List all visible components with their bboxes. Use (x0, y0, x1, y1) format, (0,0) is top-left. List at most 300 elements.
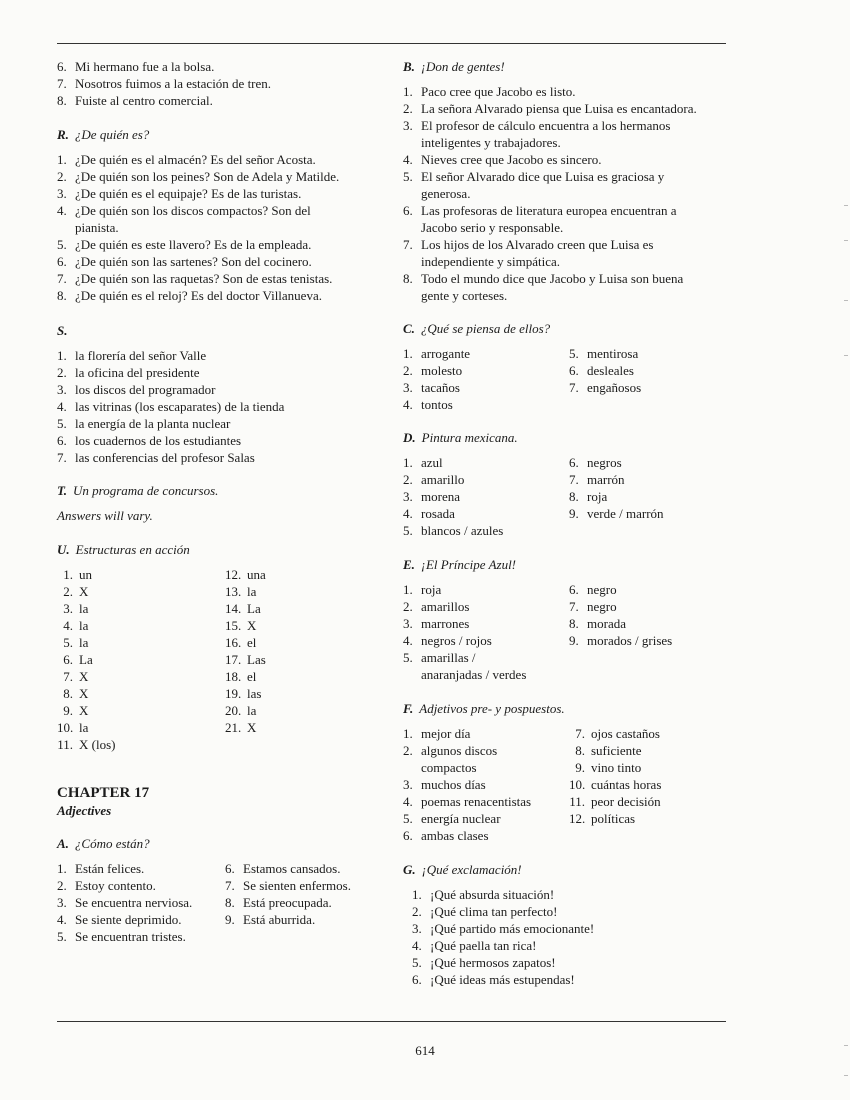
item-number: 7. (569, 599, 579, 614)
top-rule (57, 43, 726, 44)
item-number: 4. (63, 618, 73, 633)
list-top (57, 58, 271, 109)
item-number: 1. (57, 152, 67, 167)
item-number: 3. (403, 777, 413, 792)
section-S (57, 322, 284, 466)
item-text: morados / grises (587, 633, 673, 648)
item-text: negro (587, 599, 617, 614)
answers-note: Answers will vary. (57, 508, 153, 523)
list-item (569, 632, 727, 649)
item-text: ¡Qué hermosos zapatos! (430, 955, 556, 970)
item-text: poemas renacentistas (421, 794, 532, 809)
section-A (57, 835, 387, 944)
list-item (225, 566, 385, 583)
item-text: mejor día (421, 726, 471, 741)
scan-edge-mark (844, 1075, 848, 1076)
item-number: 2. (63, 584, 73, 599)
list-item (57, 398, 284, 415)
section-letter: G. (403, 862, 416, 877)
section-letter: U. (57, 542, 70, 557)
item-number: 7. (569, 472, 579, 487)
item-text: X (247, 720, 257, 735)
item-text: marrones (421, 616, 470, 631)
item-text: rosada (421, 506, 455, 521)
item-number: 3. (57, 895, 67, 910)
section-heading (403, 320, 728, 337)
list-item (569, 615, 727, 632)
item-number: 2. (403, 743, 413, 758)
answer-list (569, 345, 727, 396)
answer-list (569, 581, 727, 649)
item-text: ¿De quién es el reloj? Es del doctor Villanueva. (75, 288, 322, 303)
item-text: tontos (421, 397, 453, 412)
item-text: ¡Qué paella tan rica! (430, 938, 537, 953)
item-text: ¡Qué partido más emocionante! (430, 921, 595, 936)
item-text: muchos días (421, 777, 486, 792)
list-item (225, 651, 385, 668)
list-item (403, 236, 728, 253)
list-item (57, 719, 217, 736)
list-item (57, 668, 217, 685)
item-text: mentirosa (587, 346, 639, 361)
list-item (412, 971, 728, 988)
item-text: los discos del programador (75, 382, 216, 397)
item-number: 17. (225, 652, 242, 667)
item-text: X (247, 618, 257, 633)
answer-list (403, 345, 571, 413)
list-item (57, 58, 271, 75)
item-text: amarillas / (421, 650, 476, 665)
section-heading (57, 541, 387, 558)
list-item (57, 236, 339, 253)
item-number: 2. (57, 365, 67, 380)
list-item (57, 347, 284, 364)
item-text: morena (421, 489, 460, 504)
list-item (412, 886, 728, 903)
item-text: políticas (591, 811, 636, 826)
item-text: la oficina del presidente (75, 365, 200, 380)
section-U (57, 541, 387, 752)
item-number: 5. (569, 346, 579, 361)
item-continuation: compactos (421, 760, 477, 775)
item-text: azul (421, 455, 443, 470)
list-item (412, 920, 728, 937)
item-text: ambas clases (421, 828, 489, 843)
item-number: 1. (403, 582, 413, 597)
section-letter: B. (403, 59, 415, 74)
list-item (225, 911, 387, 928)
scan-edge-mark (844, 240, 848, 241)
item-text: la (79, 720, 89, 735)
section-heading (403, 700, 728, 717)
section-title: Adjetivos pre- y pospuestos. (419, 701, 565, 716)
list-item (225, 685, 385, 702)
list-item (57, 928, 225, 945)
item-text: un (79, 567, 92, 582)
list-item (57, 894, 225, 911)
item-number: 4. (403, 794, 413, 809)
item-text: una (247, 567, 266, 582)
list-item (57, 202, 339, 219)
list-item (403, 100, 728, 117)
item-text: ojos castaños (591, 726, 660, 741)
item-number: 20. (225, 703, 242, 718)
item-text: energía nuclear (421, 811, 501, 826)
item-text: ¿De quién son los peines? Son de Adela y Matilde. (75, 169, 340, 184)
item-number: 3. (57, 382, 67, 397)
list-item (403, 270, 728, 287)
list-item (403, 83, 728, 100)
list-item (403, 117, 728, 134)
answer-list (225, 566, 385, 736)
item-text: negros / rojos (421, 633, 492, 648)
item-text: las (247, 686, 262, 701)
list-item (57, 185, 339, 202)
item-text: X (79, 584, 89, 599)
item-text: roja (421, 582, 442, 597)
section-title: Estructuras en acción (75, 542, 190, 557)
item-text: engañosos (587, 380, 642, 395)
section-heading (57, 835, 387, 852)
list-item (57, 702, 217, 719)
item-number: 6. (412, 972, 422, 987)
item-number: 1. (403, 84, 413, 99)
item-number: 2. (403, 599, 413, 614)
item-number: 5. (63, 635, 73, 650)
list-item (412, 937, 728, 954)
item-number: 1. (403, 346, 413, 361)
item-number: 6. (225, 861, 235, 876)
list-item (57, 617, 217, 634)
list-item (569, 793, 727, 810)
item-text: las conferencias del profesor Salas (75, 450, 255, 465)
item-number: 5. (403, 811, 413, 826)
item-number: 16. (225, 635, 242, 650)
item-text: molesto (421, 363, 463, 378)
item-number: 9. (225, 912, 235, 927)
item-text: ¡Qué ideas más estupendas! (430, 972, 575, 987)
item-number: 6. (57, 59, 67, 74)
item-number: 4. (412, 938, 422, 953)
item-number: 6. (569, 582, 579, 597)
list-item (569, 379, 727, 396)
item-text: ¿De quién son las raquetas? Son de estas tenistas. (75, 271, 333, 286)
list-item (403, 151, 728, 168)
list-item (57, 287, 339, 304)
list-item (57, 432, 284, 449)
item-number: 2. (403, 363, 413, 378)
item-text: X (los) (79, 737, 116, 752)
bottom-rule (57, 1021, 726, 1022)
item-number: 6. (63, 652, 73, 667)
item-number: 7. (575, 726, 585, 741)
item-number: 2. (412, 904, 422, 919)
list-item (57, 151, 339, 168)
item-text: Está aburrida. (243, 912, 316, 927)
item-text: X (79, 703, 89, 718)
list-item (569, 362, 727, 379)
list-item (403, 505, 571, 522)
scan-edge-mark (844, 300, 848, 301)
scan-edge-mark (844, 205, 848, 206)
item-text: Mi hermano fue a la bolsa. (75, 59, 215, 74)
list-item (569, 598, 727, 615)
list-item (57, 860, 225, 877)
item-number: 1. (403, 726, 413, 741)
answer-list (403, 725, 571, 844)
item-number: 7. (57, 271, 67, 286)
section-letter: R. (57, 127, 69, 142)
item-number: 4. (57, 203, 67, 218)
item-number: 3. (63, 601, 73, 616)
item-number: 2. (57, 169, 67, 184)
item-number: 12. (569, 811, 586, 826)
item-number: 15. (225, 618, 242, 633)
item-number: 9. (569, 506, 579, 521)
list-item (225, 600, 385, 617)
item-number: 9. (575, 760, 585, 775)
item-text: algunos discos (421, 743, 498, 758)
item-number: 10. (57, 720, 74, 735)
list-item (403, 454, 571, 471)
list-item (403, 810, 571, 827)
list-item (57, 75, 271, 92)
item-number: 5. (403, 523, 413, 538)
item-text: cuántas horas (591, 777, 662, 792)
item-text: el (247, 635, 257, 650)
item-text: Estamos cansados. (243, 861, 341, 876)
item-number: 19. (225, 686, 242, 701)
item-number: 1. (63, 567, 73, 582)
item-number: 12. (225, 567, 242, 582)
item-number: 3. (403, 616, 413, 631)
section-heading (403, 429, 728, 446)
item-number: 8. (225, 895, 235, 910)
page-number: 614 (415, 1043, 435, 1058)
item-text: Se encuentra nerviosa. (75, 895, 193, 910)
item-number: 6. (403, 203, 413, 218)
list-item (403, 345, 571, 362)
item-number: 2. (403, 101, 413, 116)
item-text: la (79, 635, 89, 650)
list-item (412, 903, 728, 920)
item-text: Se siente deprimido. (75, 912, 182, 927)
item-text: La señora Alvarado piensa que Luisa es encantadora. (421, 101, 697, 116)
answer-list (57, 151, 339, 304)
list-item (569, 810, 727, 827)
item-text: Nosotros fuimos a la estación de tren. (75, 76, 272, 91)
item-text: ¿De quién es el equipaje? Es de las turistas. (75, 186, 302, 201)
list-item (225, 634, 385, 651)
section-title: ¡El Príncipe Azul! (420, 557, 517, 572)
item-number: 7. (569, 380, 579, 395)
section-G (403, 861, 728, 988)
list-item (403, 615, 571, 632)
answer-list (403, 454, 571, 539)
item-text: arrogante (421, 346, 471, 361)
section-title: ¿Qué se piensa de ellos? (420, 321, 551, 336)
section-B (403, 58, 728, 304)
item-number: 7. (57, 76, 67, 91)
section-letter: T. (57, 483, 67, 498)
item-text: Se sienten enfermos. (243, 878, 351, 893)
item-text: suficiente (591, 743, 642, 758)
list-item (57, 168, 339, 185)
list-item (412, 954, 728, 971)
list-item (403, 396, 571, 413)
section-letter: A. (57, 836, 69, 851)
section-letter: F. (403, 701, 414, 716)
item-text: la (247, 703, 257, 718)
section-heading (57, 322, 284, 339)
item-continuation: pianista. (75, 220, 119, 235)
list-item (403, 202, 728, 219)
item-number: 8. (63, 686, 73, 701)
chapter-subtitle: Adjectives (57, 803, 112, 818)
item-number: 11. (569, 794, 585, 809)
list-item (569, 776, 727, 793)
item-text: Está preocupada. (243, 895, 332, 910)
list-item (403, 827, 571, 844)
item-number: 6. (57, 433, 67, 448)
item-text: Las (247, 652, 266, 667)
item-continuation: Jacobo serio y responsable. (421, 220, 564, 235)
answer-list (403, 886, 728, 988)
item-text: Se encuentran tristes. (75, 929, 186, 944)
section-C (403, 320, 728, 412)
item-text: Estoy contento. (75, 878, 156, 893)
list-item (57, 381, 284, 398)
scan-edge-mark (844, 355, 848, 356)
item-number: 5. (57, 929, 67, 944)
item-number: 8. (569, 616, 579, 631)
item-number: 2. (57, 878, 67, 893)
item-number: 4. (57, 399, 67, 414)
item-text: la energía de la planta nuclear (75, 416, 231, 431)
item-text: ¿De quién son las sartenes? Son del cocinero. (75, 254, 312, 269)
item-number: 5. (403, 169, 413, 184)
item-number: 6. (57, 254, 67, 269)
item-text: la (79, 618, 89, 633)
item-text: el (247, 669, 257, 684)
list-item (57, 449, 284, 466)
item-number: 4. (403, 152, 413, 167)
item-text: Todo el mundo dice que Jacobo y Luisa son buena (421, 271, 684, 286)
item-continuation: anaranjadas / verdes (421, 667, 527, 682)
list-item (569, 345, 727, 362)
list-item (403, 776, 571, 793)
list-item (225, 702, 385, 719)
item-text: la (247, 584, 257, 599)
item-continuation: gente y corteses. (421, 288, 508, 303)
answer-list (569, 454, 727, 522)
item-number: 7. (63, 669, 73, 684)
list-item (57, 634, 217, 651)
list-item (225, 719, 385, 736)
list-item (403, 168, 728, 185)
list-item (569, 505, 727, 522)
item-number: 18. (225, 669, 242, 684)
item-text: Fuiste al centro comercial. (75, 93, 213, 108)
chapter-title: CHAPTER 17 (57, 785, 150, 801)
item-number: 9. (569, 633, 579, 648)
item-text: amarillos (421, 599, 470, 614)
item-number: 4. (403, 397, 413, 412)
item-number: 5. (412, 955, 422, 970)
list-item (57, 911, 225, 928)
item-text: vino tinto (591, 760, 642, 775)
item-number: 1. (403, 455, 413, 470)
item-number: 3. (403, 118, 413, 133)
item-text: amarillo (421, 472, 465, 487)
list-item (57, 736, 217, 753)
list-item (403, 598, 571, 615)
answer-list (57, 566, 217, 753)
item-text: la florería del señor Valle (75, 348, 207, 363)
item-text: negros (587, 455, 622, 470)
item-number: 8. (57, 288, 67, 303)
list-item (569, 454, 727, 471)
section-title: ¿Cómo están? (74, 836, 150, 851)
item-number: 11. (57, 737, 73, 752)
list-item (57, 566, 217, 583)
answer-list (57, 860, 225, 945)
list-item (569, 488, 727, 505)
item-text: ¡Qué absurda situación! (430, 887, 555, 902)
list-item (57, 651, 217, 668)
item-number: 7. (57, 450, 67, 465)
item-number: 1. (412, 887, 422, 902)
item-text: los cuadernos de los estudiantes (75, 433, 242, 448)
section-letter: S. (57, 323, 68, 338)
item-number: 1. (57, 861, 67, 876)
item-number: 3. (412, 921, 422, 936)
section-letter: C. (403, 321, 415, 336)
list-item (403, 742, 571, 759)
answer-list (403, 581, 571, 683)
item-text: ¡Qué clima tan perfecto! (430, 904, 558, 919)
item-number: 6. (569, 363, 579, 378)
item-text: verde / marrón (587, 506, 664, 521)
item-text: marrón (587, 472, 625, 487)
item-text: Paco cree que Jacobo es listo. (421, 84, 576, 99)
item-number: 2. (403, 472, 413, 487)
item-number: 4. (57, 912, 67, 927)
item-text: ¿De quién son los discos compactos? Son del (75, 203, 311, 218)
list-item (403, 632, 571, 649)
chapter-heading (57, 785, 149, 819)
list-item (403, 471, 571, 488)
item-number: 8. (403, 271, 413, 286)
item-text: tacaños (421, 380, 460, 395)
list-item (403, 793, 571, 810)
list-item (403, 488, 571, 505)
item-text: X (79, 669, 89, 684)
section-heading (57, 482, 387, 499)
item-number: 4. (403, 633, 413, 648)
item-number: 5. (57, 416, 67, 431)
item-number: 13. (225, 584, 242, 599)
item-text: negro (587, 582, 617, 597)
list-item (57, 583, 217, 600)
list-item (225, 860, 387, 877)
item-continuation: independiente y simpática. (421, 254, 560, 269)
item-text: Nieves cree que Jacobo es sincero. (421, 152, 602, 167)
list-item (57, 270, 339, 287)
item-text: La (79, 652, 93, 667)
item-number: 1. (57, 348, 67, 363)
item-number: 21. (225, 720, 242, 735)
